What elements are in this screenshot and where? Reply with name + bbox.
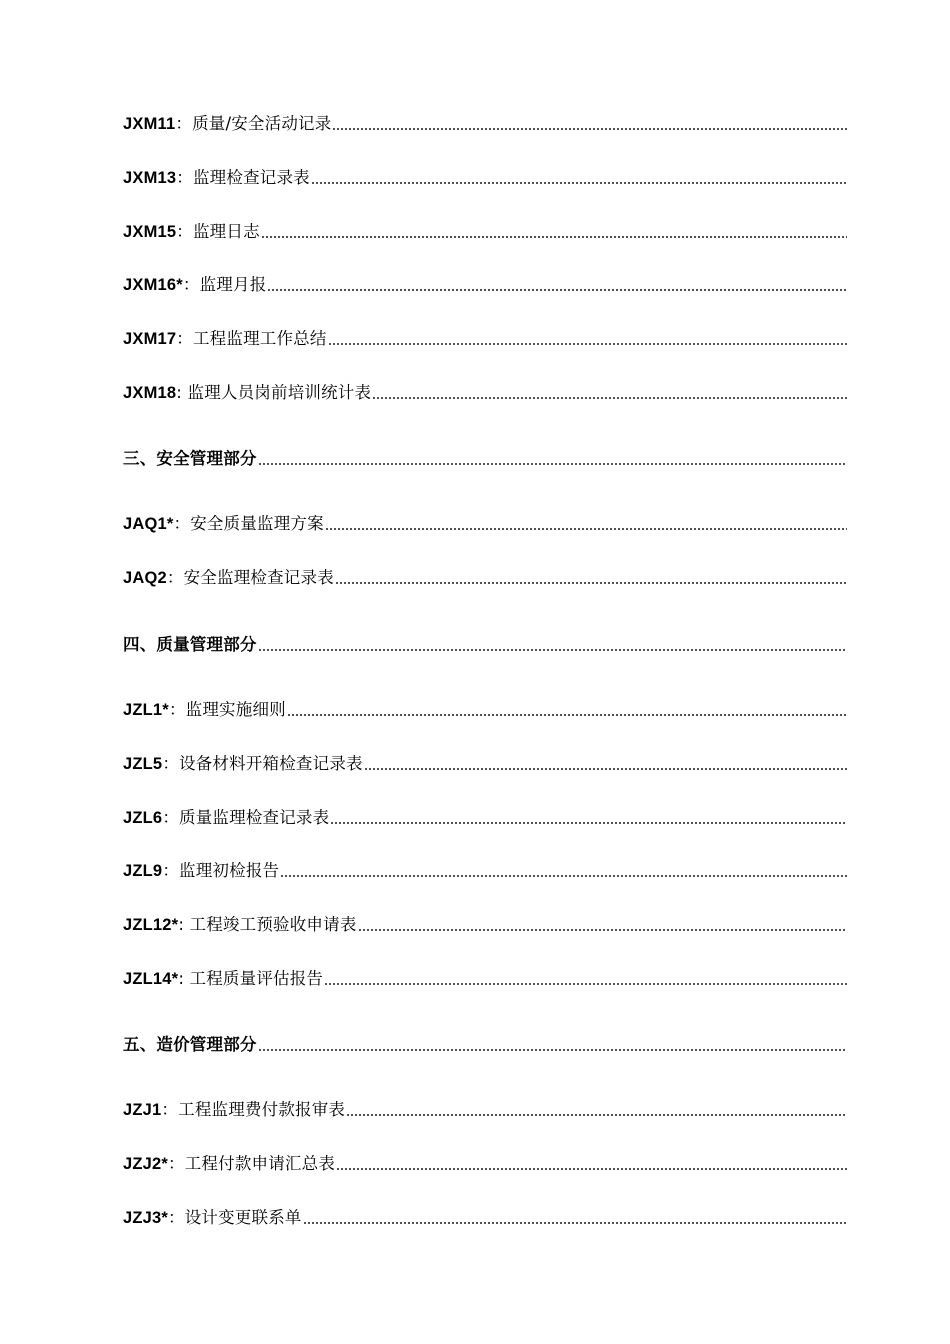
toc-entry-separator: ：	[176, 168, 193, 187]
toc-entry	[123, 913, 847, 937]
toc-entry-text	[123, 1152, 335, 1176]
toc-entry-title: 质量/安全活动记录	[192, 114, 332, 133]
toc-entry-separator: ：	[176, 222, 193, 241]
toc-entry-separator: ：	[161, 1100, 179, 1119]
toc-entry-code: JXM18	[123, 384, 177, 402]
toc-entry	[123, 327, 847, 351]
toc-section-heading	[123, 1033, 847, 1057]
toc-entry-title: 设计变更联系单	[184, 1208, 302, 1227]
toc-entry	[123, 698, 847, 722]
toc-entry	[123, 220, 847, 244]
toc-entry-title: 监理月报	[199, 275, 267, 294]
dot-leader	[330, 821, 847, 825]
toc-section-title: 三、安全管理部分	[123, 449, 257, 468]
toc-entry-title: 安全监理检查记录表	[183, 568, 334, 587]
toc-section-text	[123, 1033, 257, 1057]
toc-entry-separator: :	[176, 383, 188, 402]
toc-entry-separator: ：	[168, 1154, 185, 1173]
toc-entry-title: 工程监理费付款报审表	[178, 1100, 346, 1119]
dot-leader	[358, 928, 847, 932]
dot-leader	[335, 581, 847, 585]
dot-leader	[346, 1113, 847, 1117]
toc-entry-separator: ：	[182, 275, 200, 294]
toc-entry	[123, 112, 847, 136]
toc-entry-separator: :	[178, 915, 190, 934]
toc-entry-text	[123, 1206, 302, 1230]
toc-entry-code: JZJ3*	[123, 1209, 169, 1227]
toc-entry	[123, 806, 847, 830]
toc-entry-title: 质量监理检查记录表	[179, 808, 330, 827]
toc-entry-text	[123, 967, 323, 991]
dot-leader	[328, 342, 847, 346]
dot-leader	[261, 235, 847, 239]
dot-leader	[332, 127, 847, 131]
toc-entry-code: JXM11	[123, 115, 176, 133]
toc-entry	[123, 1098, 847, 1122]
toc-entry-text	[123, 381, 371, 405]
toc-entry-separator: ：	[173, 514, 191, 533]
toc-entry-title: 监理初检报告	[179, 861, 280, 880]
toc-entry	[123, 859, 847, 883]
toc-entry-code: JZJ2*	[123, 1155, 169, 1173]
dot-leader	[311, 181, 847, 185]
toc-entry-separator: ：	[168, 700, 186, 719]
toc-entry	[123, 512, 847, 536]
toc-entry-text	[123, 566, 334, 590]
dot-leader	[267, 288, 847, 292]
toc-entry	[123, 273, 847, 297]
dot-leader	[258, 648, 847, 652]
toc-entry-text	[123, 220, 260, 244]
toc-entry-text	[123, 698, 286, 722]
dot-leader	[372, 396, 847, 400]
toc-entry	[123, 566, 847, 590]
toc-entry-title: 工程竣工预验收申请表	[189, 915, 357, 934]
toc-entry-text	[123, 327, 327, 351]
toc-entry-code: JZL14*	[123, 970, 179, 988]
dot-leader	[336, 1167, 847, 1171]
toc-entry-text	[123, 859, 279, 883]
toc-entry-text	[123, 913, 357, 937]
dot-leader	[324, 982, 847, 986]
toc-entry-title: 工程监理工作总结	[192, 329, 327, 348]
toc-entry-title: 设备材料开箱检查记录表	[179, 754, 363, 773]
toc-section-text	[123, 447, 257, 471]
dot-leader	[325, 527, 847, 531]
toc-entry-code: JZJ1	[123, 1101, 162, 1119]
toc-entry-code: JAQ2	[123, 569, 167, 587]
toc-entry-text	[123, 166, 310, 190]
toc-entry-title: 安全质量监理方案	[190, 514, 324, 533]
dot-leader	[258, 1048, 847, 1052]
dot-leader	[303, 1221, 847, 1225]
toc-entry-separator: ：	[162, 808, 180, 827]
toc-entry-separator: ：	[166, 568, 184, 587]
toc-entry-title: 监理实施细则	[185, 700, 286, 719]
toc-entry-title: 监理人员岗前培训统计表	[187, 383, 372, 402]
toc-entry-code: JXM15	[123, 223, 177, 241]
dot-leader	[258, 462, 847, 466]
toc-entry-title: 监理检查记录表	[192, 168, 310, 187]
toc-entry	[123, 381, 847, 405]
toc-entry	[123, 166, 847, 190]
toc-entry-separator: ：	[175, 114, 193, 133]
toc-section-text	[123, 633, 257, 657]
toc-entry-code: JZL1*	[123, 701, 169, 719]
toc-entry	[123, 752, 847, 776]
toc-entry-code: JAQ1*	[123, 515, 174, 533]
toc-entry-separator: ：	[176, 329, 193, 348]
toc-entry	[123, 967, 847, 991]
toc-entry-code: JZL12*	[123, 916, 179, 934]
toc-section-title: 五、造价管理部分	[123, 1035, 257, 1054]
toc-entry-separator: ：	[162, 861, 180, 880]
toc-entry-code: JXM16*	[123, 276, 183, 294]
toc-section-heading	[123, 447, 847, 471]
toc-entry-text	[123, 512, 324, 536]
toc-entry-title: 监理日志	[192, 222, 260, 241]
dot-leader	[364, 767, 847, 771]
toc-entry-text	[123, 752, 363, 776]
toc-entry-text	[123, 273, 266, 297]
dot-leader	[287, 713, 847, 717]
toc-entry-code: JZL5	[123, 755, 163, 773]
toc-entry-title: 工程付款申请汇总表	[184, 1154, 336, 1173]
toc-entry-separator: ：	[162, 754, 180, 773]
dot-leader	[280, 874, 847, 878]
toc-entry-separator: :	[178, 969, 190, 988]
toc-entry	[123, 1206, 847, 1230]
toc-entry-separator: ：	[168, 1208, 185, 1227]
toc-entry-code: JZL9	[123, 862, 163, 880]
toc-entry-code: JZL6	[123, 809, 163, 827]
toc-entry-text	[123, 806, 329, 830]
toc-entry-title: 工程质量评估报告	[189, 969, 324, 988]
toc-entry	[123, 1152, 847, 1176]
toc-section-heading	[123, 633, 847, 657]
toc-entry-code: JXM17	[123, 330, 177, 348]
toc-section-title: 四、质量管理部分	[123, 635, 257, 654]
toc-entry-text	[123, 112, 331, 136]
toc-entry-text	[123, 1098, 345, 1122]
toc-entry-code: JXM13	[123, 169, 177, 187]
